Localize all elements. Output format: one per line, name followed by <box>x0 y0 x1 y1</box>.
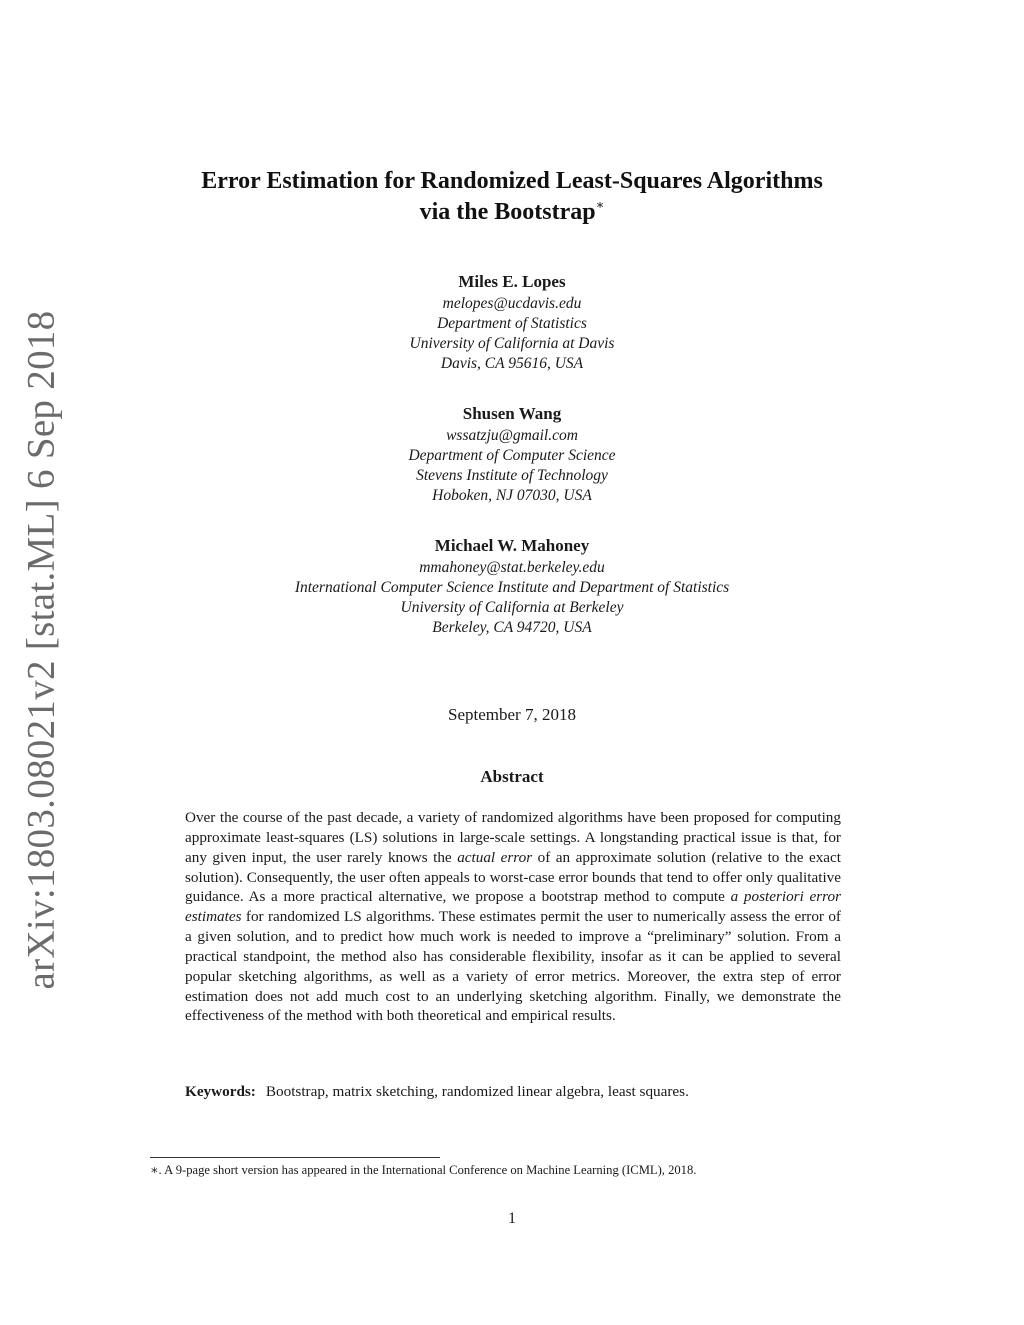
author-email: mmahoney@stat.berkeley.edu <box>419 559 605 576</box>
author-department: Department of Statistics <box>437 315 587 332</box>
arxiv-identifier-stamp: arXiv:1803.08021v2 [stat.ML] 6 Sep 2018 <box>19 310 63 990</box>
paper-title <box>0 166 1024 228</box>
footnote-divider <box>150 1157 440 1158</box>
abstract-emphasis-1: actual error <box>457 848 533 866</box>
title-line-1: Error Estimation for Randomized Least-Squares Algorithms <box>201 168 823 194</box>
keywords <box>185 1082 841 1102</box>
author-email: melopes@ucdavis.edu <box>442 295 582 312</box>
title-footnote-marker: ∗ <box>595 197 605 212</box>
keywords-text: Bootstrap, matrix sketching, randomized linear algebra, least squares. <box>265 1083 689 1100</box>
author-block-1 <box>0 270 1024 374</box>
author-block-2 <box>0 402 1024 506</box>
author-institution: University of California at Berkeley <box>400 599 624 616</box>
keywords-label: Keywords: <box>185 1083 256 1100</box>
footnote: ∗. A 9-page short version has appeared in the International Conference on Machine Learning (ICML), 2018. <box>150 1163 697 1177</box>
author-address: Hoboken, NJ 07030, USA <box>432 487 592 504</box>
abstract-part-2: of an approximate solution (relative to the exact solution). Consequently, the user often appeals to worst-case error bounds that tend to offer only qualitative guidance. As a more practical alternative, we propose a bootstrap method to compute <box>185 848 841 906</box>
abstract-text <box>185 808 841 1026</box>
author-name: Miles E. Lopes <box>458 272 566 291</box>
page-number: 1 <box>508 1210 516 1227</box>
title-line-2 <box>0 197 1024 228</box>
author-department: International Computer Science Institute and Department of Statistics <box>294 579 730 596</box>
author-institution: Stevens Institute of Technology <box>416 467 608 484</box>
title-line-2-text: via the Bootstrap <box>419 199 596 225</box>
author-block-3 <box>0 534 1024 638</box>
author-email: wssatzju@gmail.com <box>446 427 578 444</box>
author-name: Michael W. Mahoney <box>434 536 590 555</box>
abstract-heading: Abstract <box>480 767 544 786</box>
author-institution: University of California at Davis <box>409 335 615 352</box>
publication-date: September 7, 2018 <box>448 705 576 724</box>
abstract-emphasis-2: a posteriori error estimates <box>185 888 842 926</box>
author-name: Shusen Wang <box>462 404 562 423</box>
abstract-part-1: Over the course of the past decade, a variety of randomized algorithms have been proposed for computing approximate least-squares (LS) solutions in large-scale settings. A longstanding practical issue is that, for any given input, the user rarely knows the <box>185 809 841 866</box>
author-department: Department of Computer Science <box>408 447 616 464</box>
abstract-part-3: for randomized LS algorithms. These estimates permit the user to numerically assess the error of a given solution, and to predict how much work is needed to improve a “preliminary” solution. From a practical standpoint, the method also has considerable flexibility, insofar as it can be applied to several popular sketching algorithms, as well as a variety of error metrics. Moreover, the extra step of error estimation does not add much cost to an underlying sketching algorithm. Finally, we demonstrate the effectiveness of the method with both theoretical and empirical results. <box>185 908 841 1025</box>
author-address: Berkeley, CA 94720, USA <box>432 619 592 636</box>
author-address: Davis, CA 95616, USA <box>440 355 584 372</box>
